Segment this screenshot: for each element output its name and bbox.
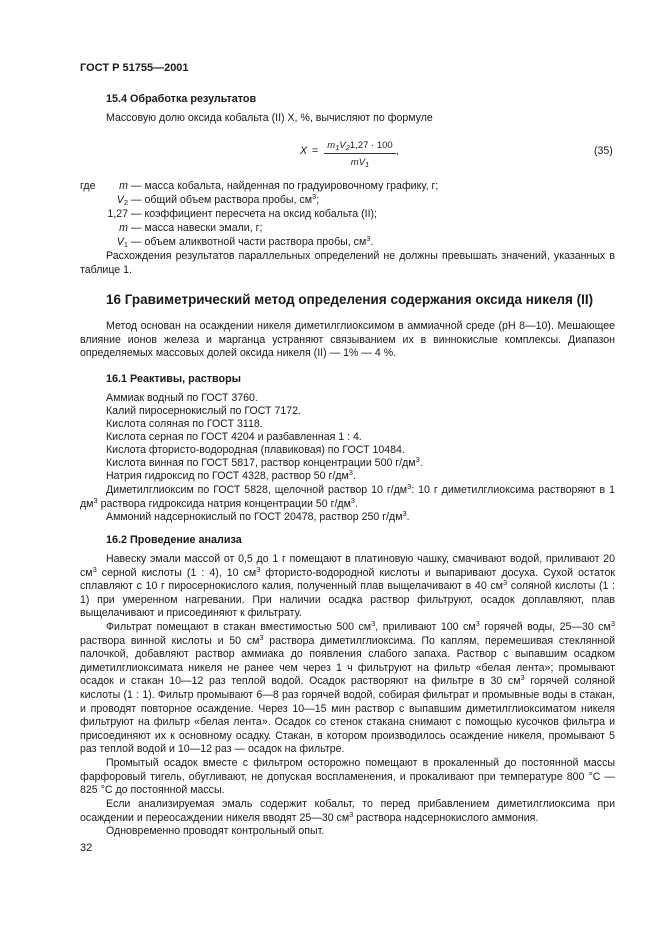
formula-equals: = [312,145,319,157]
reagent-sulfuric-acid: Кислота серная по ГОСТ 4204 и разбавленная 1 : 4. [106,431,362,443]
fraction-bar [324,153,396,154]
section-16-2-title: 16.2 Проведение анализа [106,534,242,546]
reagent-tartaric-acid: Кислота винная по ГОСТ 5817, раствор концентрации 500 $г/дм^3$. [106,455,423,469]
reagent-hydrochloric-acid: Кислота соляная по ГОСТ 3118. [106,418,263,430]
section-16-title: 16 Гравиметрический метод определения содержания оксида никеля (II) [106,292,594,307]
analysis-paragraph-3: Промытый осадок вместе с фильтром осторожно помещают в прокаленный до постоянной массы фарфоровый тигель, обугливают, не допуская воспламенения, и прокаливают при температуре 800 °C — 825 °C до постоянной массы. [80,757,615,797]
analysis-paragraph-2: Фильтрат помещают в стакан вместимостью 500 $см^3$, приливают 100 $см^3$ горячей воды, 25—30 $см^3$ раствора винной кислоты и 50 $см^3$ раствора диметилглиоксима. По каплям, перемешивая стеклянной палочкой, добавляют раствор аммиака до появления слабого запаха. Раствор с выпавшим осадком диметилглиоксимата никеля не ранее чем через 1 ч фильтруют на фильтр «белая лента»; промывают осадок и стакан 10—12 раз теплой водой. Осадок растворяют на фильтре в 30 $см^3$ горячей соляной кислоты (1 : 1). Фильтр промывают 6—8 раз горячей водой, собирая фильтрат и промывные воды в стакан, и проводят повторное осаждение. Через 10—15 мин раствор с выпавшим диметилглиоксиматом никеля фильтруют на фильтр «белая лента». Осадок со стенок стакана снимают с помощью кусочков фильтра и присоединяют их к основному осадку. Стакан, в котором производилось осаждение никеля, промывают 5 раз теплой водой и 10—12 раз — осадок на фильтре. [80,619,615,756]
page-number: 32 [80,842,93,854]
reagent-ammonium-persulfate: Аммоний надсернокислый по ГОСТ 20478, раствор 250 $г/дм^3$. [106,509,410,523]
reagent-sodium-hydroxide: Натрия гидроксид по ГОСТ 4328, раствор 50 $г/дм^3$. [106,468,356,482]
analysis-paragraph-1: Навеску эмали массой от 0,5 до 1 г помещают в платиновую чашку, смачивают водой, приливают 20 $см^3$ серной кислоты (1 : 4), 10 $см^3$ фтористо-водородной кислоты и выпаривают досуха. Сухой остаток сплавляют с 10 г пиросернокислого калия, полученный плав выщелачивают в 40 $см^3$ соляной кислоты (1 : 1) при умеренном нагревании. При наличии осадка раствор фильтруют, осадок доплавляют, плав выщелачивают и присоединяют к фильтрату. [80,553,615,620]
formula-number: (35) [594,145,613,157]
analysis-paragraph-5: Одновременно проводят контрольный опыт. [106,825,325,837]
definition-v2: $V_2$ — общий объем раствора пробы, $см^3$; [116,192,320,207]
definition-factor: 1,27 — коэффициент пересчета на оксид кобальта (II); [107,208,377,220]
formula-denominator: $mV_1$ [350,157,370,169]
document-header: ГОСТ Р 51755—2001 [80,62,189,74]
reagent-hydrofluoric-acid: Кислота фтористо-водородная (плавиковая) по ГОСТ 10484. [106,444,405,456]
analysis-paragraph-4: Если анализируемая эмаль содержит кобальт, то перед прибавлением диметилглиоксима при осаждении и переосаждении никеля вводят 25—30 $см^3$ раствора надсернокислого аммония. [80,798,615,824]
formula-intro: Массовую долю оксида кобальта (II) X, %, вычисляют по формуле [106,112,433,124]
reagent-potassium-pyrosulfate: Калий пиросернокислый по ГОСТ 7172. [106,405,301,417]
definition-m-cobalt: m — масса кобальта, найденная по градуировочному графику, г; [119,180,439,192]
definition-m-sample: m — масса навески эмали, г; [119,222,263,234]
formula-fraction [324,139,396,169]
formula-35 [300,137,620,177]
method-principle-paragraph: Метод основан на осаждении никеля диметилглиоксимом в аммиачной среде (pH 8—10). Мешающее влияние ионов железа и марганца устраняют связыванием их в виннокислые комплексы. Диапазон определяемых массовых долей оксида никеля (II) — 1% — 4 %. [80,320,615,360]
section-16-1-title: 16.1 Реактивы, растворы [106,373,241,385]
formula-numerator: $m_1V_21,27 \cdot 100$ [327,140,393,152]
reagent-dimethylglyoxime: Диметилглиоксим по ГОСТ 5828, щелочной раствор 10 $г/дм^3$: 10 г диметилглиоксима растворяют в 1 $дм^3$ раствора гидроксида натрия концентрации 50 $г/дм^3$. [80,482,615,510]
section-15-4-title: 15.4 Обработка результатов [106,93,257,105]
where-label: где [80,180,96,192]
reagent-ammonia: Аммиак водный по ГОСТ 3760. [106,392,258,404]
formula-comma: , [396,145,399,157]
definition-v1: $V_1$ — объем аликвотной части раствора пробы, $см^3$. [116,234,374,249]
discrepancy-paragraph: Расхождения результатов параллельных определений не должны превышать значений, указанных в таблице 1. [80,250,615,276]
formula-lhs: X [300,145,308,157]
